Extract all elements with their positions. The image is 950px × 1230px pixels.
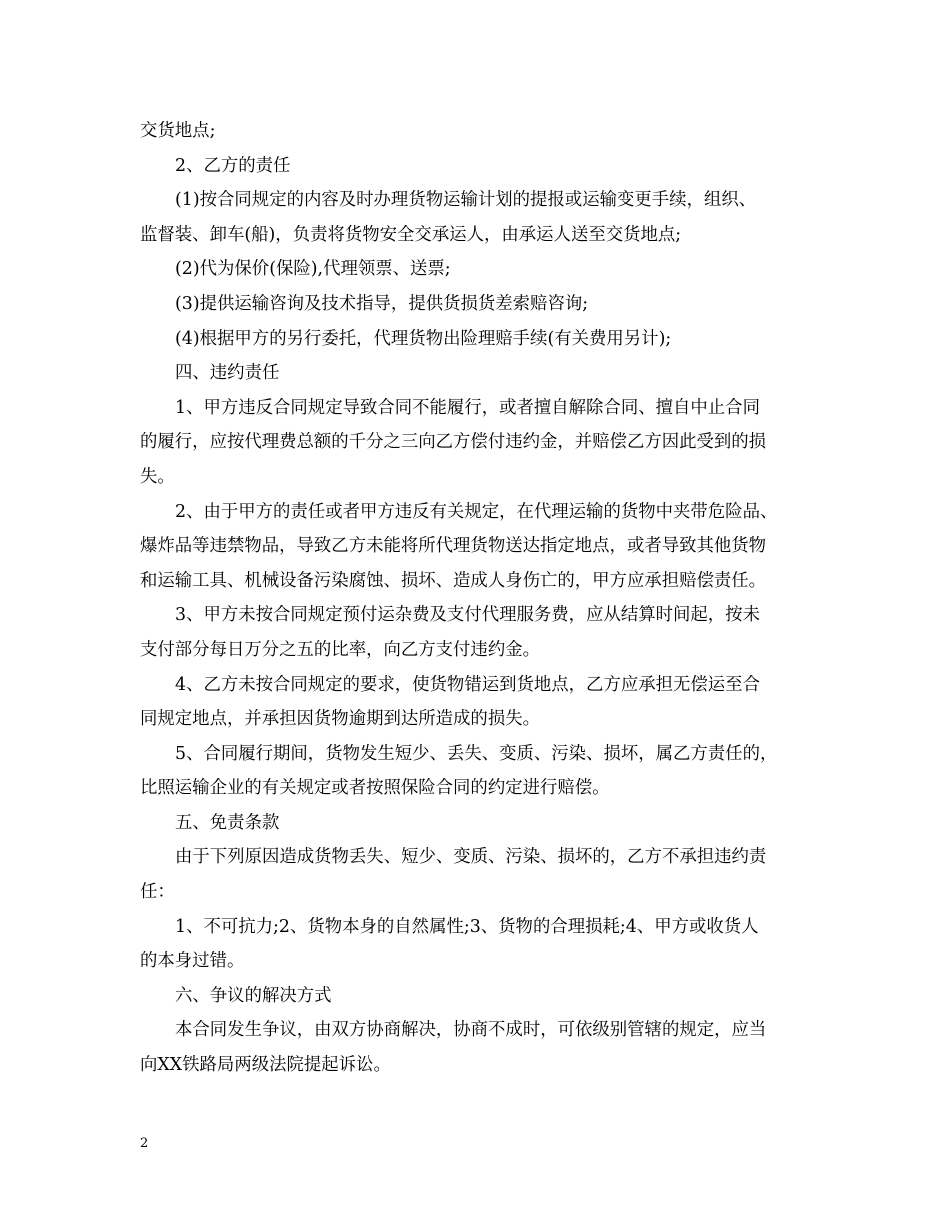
text-line: 由于下列原因造成货物丢失、短少、变质、污染、损坏的，乙方不承担违约责 (175, 847, 767, 868)
text-line: 任： (140, 882, 175, 903)
section-heading: 2、乙方的责任 (175, 155, 291, 176)
text-line: 交货地点; (140, 121, 216, 141)
text-line: 失。 (140, 466, 175, 487)
text-line: 3、甲方未按合同规定预付运杂费及支付代理服务费，应从结算时间起，按未 (175, 605, 760, 626)
text-line: 4、乙方未按合同规定的要求，使货物错运到货地点，乙方应承担无偿运至合 (175, 674, 760, 695)
text-line: (4)根据甲方的另行委托，代理货物出险理赔手续(有关费用另计); (175, 328, 672, 349)
text-line: 5、合同履行期间，货物发生短少、丢失、变质、污染、损坏，属乙方责任的， (175, 743, 778, 764)
text-line: (1)按合同规定的内容及时办理货物运输计划的提报或运输变更手续，组织、 (175, 190, 757, 211)
section-heading: 五、免责条款 (175, 812, 280, 833)
text-line: 本合同发生争议，由双方协商解决，协商不成时，可依级别管辖的规定，应当 (175, 1020, 767, 1041)
section-heading: 六、争议的解决方式 (175, 985, 332, 1006)
section-heading: 四、违约责任 (175, 363, 280, 384)
text-line: (3)提供运输咨询及技术指导，提供货损货差索赔咨询; (175, 293, 589, 314)
text-line: 向XX铁路局两级法院提起诉讼。 (140, 1055, 391, 1076)
text-line: 爆炸品等违禁物品，导致乙方未能将所代理货物送达指定地点，或者导致其他货物 (140, 536, 767, 557)
text-line: 1、甲方违反合同规定导致合同不能履行，或者擅自解除合同、擅自中止合同 (175, 397, 760, 418)
text-line: 的本身过错。 (140, 951, 245, 972)
text-line: 和运输工具、机械设备污染腐蚀、损坏、造成人身伤亡的，甲方应承担赔偿责任。 (140, 570, 767, 591)
page-number: 2 (140, 1136, 149, 1151)
text-line: 支付部分每日万分之五的比率，向乙方支付违约金。 (140, 639, 540, 660)
text-line: 监督装、卸车(船)，负责将货物安全交承运人，由承运人送至交货地点; (140, 224, 682, 245)
document-body (140, 114, 820, 1083)
text-line: 2、由于甲方的责任或者甲方违反有关规定，在代理运输的货物中夹带危险品、 (175, 501, 778, 522)
text-line: 1、不可抗力;2、货物本身的自然属性;3、货物的合理损耗;4、甲方或收货人 (175, 916, 759, 937)
text-line: 的履行，应按代理费总额的千分之三向乙方偿付违约金，并赔偿乙方因此受到的损 (140, 432, 767, 453)
text-line: (2)代为保价(保险),代理领票、送票; (175, 259, 451, 280)
text-line: 同规定地点，并承担因货物逾期到达所造成的损失。 (140, 709, 540, 730)
text-line: 比照运输企业的有关规定或者按照保险合同的约定进行赔偿。 (140, 778, 610, 799)
